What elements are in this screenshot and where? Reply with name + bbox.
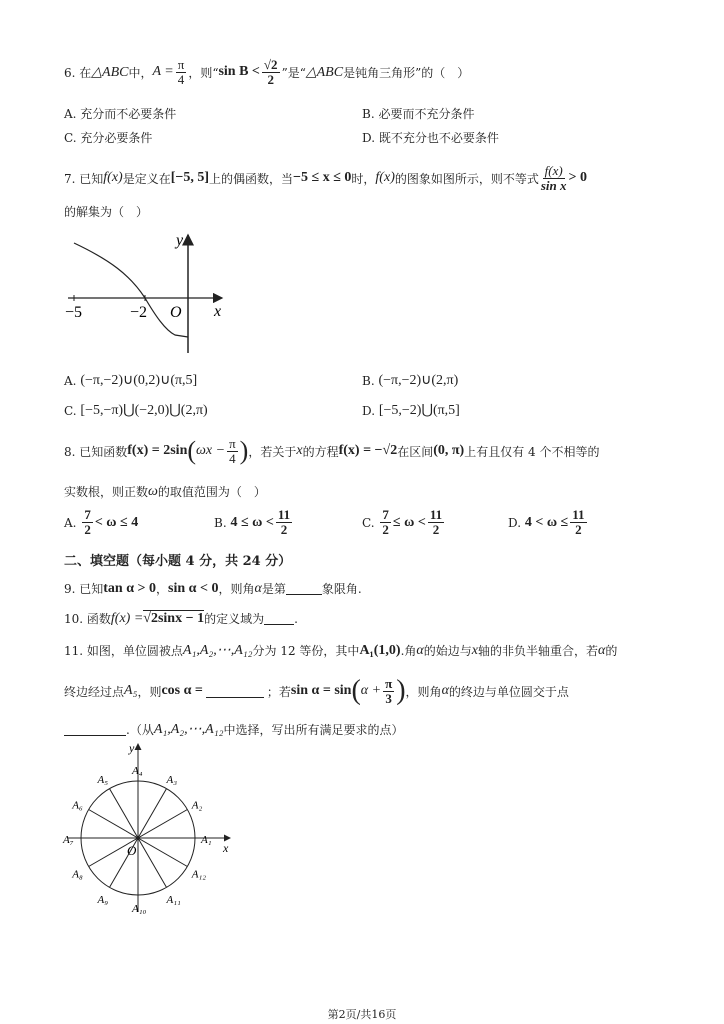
- point-label: A₃: [166, 774, 178, 787]
- math: ωx −: [196, 443, 226, 458]
- text: 是钝角三角形”的（ ）: [343, 65, 470, 80]
- math: α: [254, 580, 262, 596]
- value: [−5,−π)⋃(−2,0)⋃(2,π): [80, 403, 208, 418]
- num: π: [177, 56, 185, 72]
- math: f(x) = −√2: [338, 443, 398, 458]
- fraction: [262, 58, 280, 87]
- text: 在区间: [397, 444, 434, 459]
- label: C.: [362, 515, 375, 530]
- section-heading: 二、填空题（每小题 4 分，共 24 分）: [64, 554, 292, 569]
- math: ω: [148, 483, 158, 499]
- value: ≤ ω <: [392, 514, 426, 530]
- fraction: [570, 508, 586, 537]
- den: 2: [382, 522, 389, 537]
- text: 的解集为（ ）: [64, 205, 149, 219]
- text: 11. 如图，单位圆被点: [64, 644, 183, 658]
- value: (−π,−2)∪(2,π): [378, 373, 459, 388]
- tick-label: −5: [65, 304, 83, 321]
- text: 的取值范围为（ ）: [157, 485, 266, 499]
- fraction: [380, 508, 391, 537]
- option-a[interactable]: [64, 372, 197, 389]
- num: 7: [84, 507, 91, 522]
- point-label: A₉: [97, 893, 109, 906]
- value: [−5,−2)⋃(π,5]: [378, 403, 460, 418]
- point-label: A₆: [72, 799, 83, 812]
- math: sin α < 0: [168, 580, 219, 596]
- paren: ): [239, 436, 249, 465]
- paren: (: [187, 436, 197, 465]
- text: 分为 12 等份，其中: [252, 644, 360, 658]
- x-label: x: [223, 841, 229, 855]
- point-label: A₁₂: [191, 868, 207, 881]
- text: ，则角: [405, 684, 442, 699]
- x-label: x: [214, 303, 222, 320]
- point-label: A₂: [191, 799, 203, 812]
- num: √2: [263, 56, 278, 72]
- den: 4: [177, 71, 185, 87]
- unit-circle-figure: [60, 740, 240, 915]
- num: 11: [277, 507, 291, 522]
- math: A =: [152, 64, 174, 79]
- origin-label: O: [127, 843, 137, 858]
- text: 时，: [351, 171, 376, 186]
- label: C.: [64, 403, 77, 418]
- question-10: [64, 610, 298, 627]
- tick-label: −2: [130, 304, 148, 321]
- text: .角: [400, 644, 417, 658]
- answer-blank[interactable]: [206, 685, 264, 698]
- den: 2: [267, 71, 274, 87]
- text: ，若关于: [248, 444, 297, 459]
- option-c[interactable]: [64, 402, 208, 419]
- math: △ABC: [91, 64, 129, 80]
- fraction: [82, 508, 93, 537]
- math: √2sinx − 1: [143, 611, 205, 626]
- num: π: [229, 435, 236, 451]
- curve: [74, 243, 188, 337]
- question-7: [64, 160, 587, 196]
- question-11: [64, 642, 617, 659]
- math: f(x): [375, 170, 395, 185]
- paren: (: [351, 675, 361, 706]
- den: 2: [280, 522, 288, 537]
- text: 轴的非负半轴重合，若: [478, 644, 599, 658]
- answer-blank[interactable]: [286, 582, 322, 595]
- option-c[interactable]: C. 充分必要条件: [64, 131, 153, 145]
- text: ；若: [266, 684, 291, 699]
- label: B.: [214, 515, 227, 530]
- answer-blank[interactable]: [264, 612, 294, 625]
- text: 8. 已知函数: [64, 444, 128, 459]
- text: 是第: [261, 582, 286, 596]
- text: 中，: [128, 65, 153, 80]
- label: B.: [362, 373, 375, 388]
- math: α: [598, 642, 606, 658]
- math: A₁,A₂,⋯,A₁₂: [153, 722, 224, 737]
- text: ，: [156, 582, 169, 596]
- label: A.: [64, 515, 77, 530]
- den: 2: [575, 522, 582, 537]
- page-footer: 第2页/共16页: [327, 1008, 397, 1021]
- den: 2: [432, 522, 440, 537]
- text: 的方程: [302, 444, 339, 459]
- y-label: y: [129, 741, 135, 755]
- math: f(x): [103, 170, 123, 185]
- question-11-line3: [64, 721, 403, 738]
- den: 3: [385, 690, 392, 706]
- option-a[interactable]: [64, 508, 138, 537]
- math: α +: [360, 683, 382, 698]
- question-8: [64, 434, 599, 468]
- text: 上的偶函数，当: [209, 171, 294, 186]
- question-9: [64, 580, 362, 597]
- point-label: A₁: [201, 834, 212, 846]
- point-label: A₁₀: [132, 903, 147, 915]
- num: f(x): [544, 162, 563, 178]
- text: 是定义在: [122, 171, 171, 186]
- math: tan α > 0: [103, 580, 157, 596]
- text: .（从: [126, 723, 154, 737]
- num: 7: [382, 507, 389, 522]
- text: 实数根，则正数: [64, 485, 149, 499]
- label: D.: [508, 515, 522, 530]
- math: x: [471, 642, 478, 658]
- text: 10. 函数: [64, 612, 111, 626]
- point-label: A₁₁: [166, 893, 181, 906]
- text: 的: [605, 644, 618, 658]
- text: 的始边与: [423, 644, 472, 658]
- option-a[interactable]: A. 充分而不必要条件: [64, 107, 177, 121]
- num: 11: [572, 507, 585, 522]
- option-d[interactable]: [508, 508, 589, 537]
- text: 中选择，写出所有满足要求的点）: [223, 723, 404, 737]
- option-d[interactable]: D. 既不充分也不必要条件: [362, 131, 499, 145]
- option-d[interactable]: [362, 402, 460, 419]
- math: α: [441, 683, 449, 698]
- fraction: [383, 677, 394, 706]
- text: 9. 已知: [64, 582, 104, 596]
- math: f(x) =: [110, 610, 144, 626]
- text: ，则角: [218, 582, 255, 596]
- math: f(x) = 2sin: [127, 443, 188, 458]
- math: A₅: [124, 683, 138, 698]
- text: 的终边与单位圆交于点: [448, 684, 569, 699]
- math: [−5, 5]: [170, 170, 210, 185]
- text: ，则: [137, 684, 162, 699]
- option-c[interactable]: [362, 508, 446, 537]
- num: 11: [429, 507, 443, 522]
- math: (0, π): [433, 443, 465, 458]
- fraction: [428, 508, 444, 537]
- den: 4: [229, 450, 236, 466]
- math: sin B <: [218, 64, 260, 79]
- point-label: A₄: [132, 765, 143, 777]
- label: D.: [362, 403, 376, 418]
- math: A₁(1,0): [359, 642, 401, 658]
- math: > 0: [568, 170, 588, 185]
- text: 6. 在: [64, 65, 92, 80]
- value: 4 ≤ ω <: [230, 514, 274, 530]
- value: 4 < ω ≤: [524, 514, 569, 530]
- math: −5 ≤ x ≤ 0: [293, 170, 352, 185]
- answer-blank[interactable]: [64, 723, 126, 736]
- value: (−π,−2)∪(0,2)∪(π,5]: [80, 373, 198, 388]
- text: .: [294, 611, 298, 626]
- y-label: y: [176, 232, 184, 249]
- math: x: [296, 443, 303, 458]
- origin-label: O: [170, 304, 182, 321]
- question-8-cont: [64, 483, 266, 500]
- point-label: A₅: [97, 774, 109, 787]
- fraction: [227, 437, 238, 466]
- num: π: [385, 675, 393, 691]
- question-6: [64, 56, 469, 88]
- math: △ABC: [305, 64, 344, 80]
- fraction: [276, 508, 292, 537]
- function-graph: [60, 225, 240, 360]
- paren: ): [396, 675, 406, 706]
- text: 的图象如图所示，则不等式: [394, 171, 539, 186]
- point-label: A₇: [63, 834, 74, 846]
- point-label: A₈: [72, 868, 83, 881]
- math: cos α =: [161, 683, 203, 698]
- math: A₁,A₂,⋯,A₁₂: [182, 643, 253, 658]
- fraction: [541, 164, 567, 193]
- text: 终边经过点: [64, 684, 125, 699]
- math: sin α = sin: [290, 683, 352, 698]
- label: A.: [64, 373, 77, 388]
- text: 上有且仅有 4 个不相等的: [464, 444, 600, 459]
- text: 象限角.: [321, 582, 362, 596]
- question-11-line2: [64, 674, 569, 708]
- text: 的定义域为: [204, 612, 265, 626]
- value: < ω ≤ 4: [94, 514, 139, 530]
- fraction: [176, 58, 187, 87]
- den: 2: [84, 522, 91, 537]
- math: α: [416, 642, 424, 658]
- text: 7. 已知: [64, 171, 104, 186]
- text: ”是“: [281, 65, 306, 80]
- option-b[interactable]: [214, 508, 294, 537]
- option-b[interactable]: B. 必要而不充分条件: [362, 107, 475, 121]
- den: sin x: [540, 177, 567, 193]
- text: ，则“: [188, 65, 219, 80]
- option-b[interactable]: [362, 372, 458, 389]
